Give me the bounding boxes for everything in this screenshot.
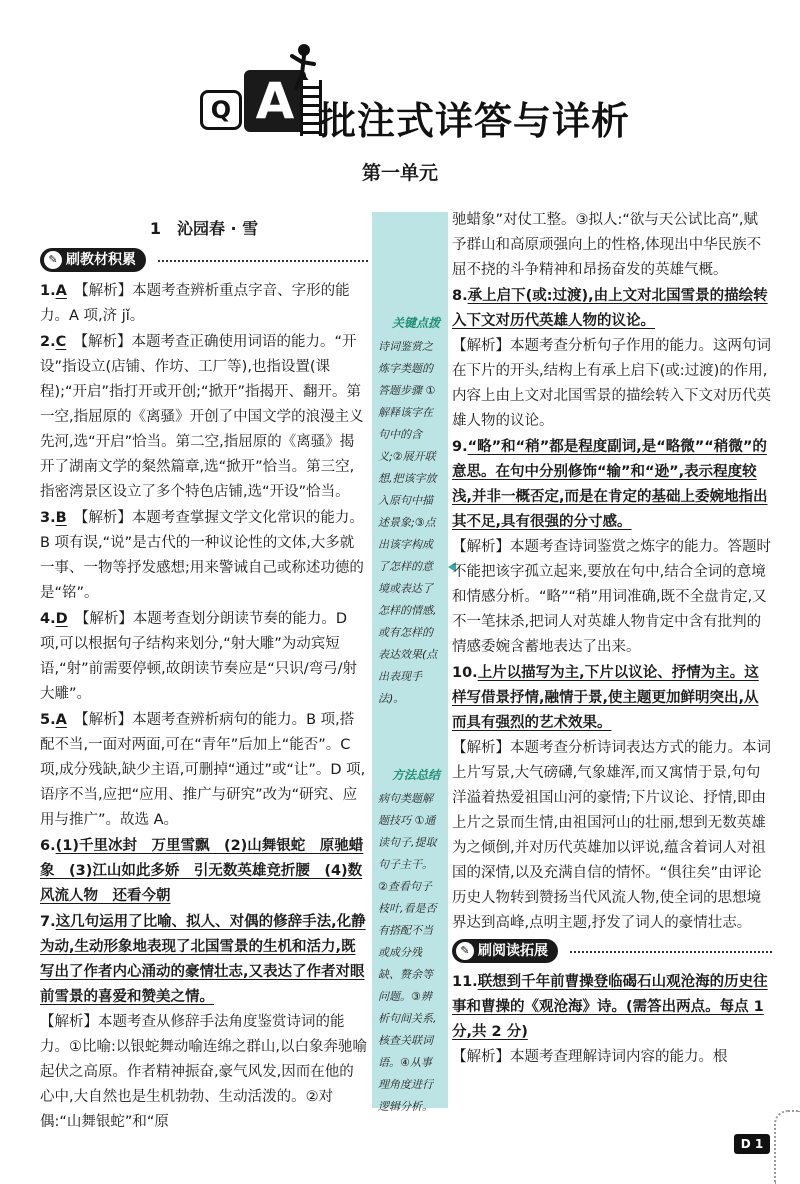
a-badge: A	[244, 70, 306, 132]
answer-item-4: 4.D 【解析】本题考查划分朗读节奏的能力。D 项,可以根据句子结构来划分,“射大雕”为动宾短语,“射”前需要停顿,故朗读节奏应是“只识/弯弓/射大雕”。	[40, 611, 358, 702]
page-title: 批注式详答与详析	[318, 99, 631, 143]
answer-item-3: 3.B 【解析】本题考查掌握文学文化常识的能力。B 项有误,“说”是古代的一种议论性的文体,大多就一事、一物等抒发感想;用来警诫自己或称述功德的是“铭”。	[40, 510, 364, 601]
answer-item-8: 8.承上启下(或:过渡),由上文对北国雪景的描绘转入下文对历代英雄人物的议论。 【解析】本题考查分析句子作用的能力。这两句词在下片的开头,结构上有承上启下(或:过渡)的作用,内容上由上文对北国雪景的描绘转入下文对历代英雄人物的议论。	[452, 288, 771, 429]
right-column	[452, 208, 772, 1071]
answer-item-1: 1.A 【解析】本题考查辨析重点字音、字形的能力。A 项,济 jǐ。	[40, 283, 350, 324]
answer-item-6: 6.(1)千里冰封 万里雪飘 (2)山舞银蛇 原驰蜡象 (3)江山如此多娇 引无数英雄竞折腰 (4)数风流人物 还看今朝	[40, 838, 364, 904]
sidebar-text-key: 诗词鉴赏之炼字类题的答题步骤 ①解释该字在句中的含义;②展开联想,把该字放入原句中描述景象;③点出该字构成了怎样的意境或表达了怎样的情感,或有怎样的表达效果(点出表现手法)。	[378, 340, 438, 705]
brush-icon: ✎	[456, 942, 474, 960]
answer-item-5: 5.A 【解析】本题考查辨析病句的能力。B 项,搭配不当,一面对两面,可在“青年”后加上“能否”。C 项,成分残缺,缺少主语,可删掉“通过”或“让”。D 项,语序不当,应把“应用、推广与研究”改为“研究、应用与推广”。故选 A。	[40, 712, 366, 828]
brush-icon: ✎	[44, 251, 62, 269]
annotation-sidebar	[372, 212, 448, 1113]
section-label: 刷阅读拓展	[478, 942, 548, 959]
left-column	[40, 216, 368, 1136]
unit-title: 第一单元	[361, 162, 438, 184]
answer-item-7-cont: 驰蜡象”对仗工整。③拟人:“欲与天公试比高”,赋予群山和高原顽强向上的性格,体现出中华民族不屈不挠的斗争精神和昂扬奋发的英雄气概。	[452, 212, 762, 278]
answer-item-2: 2.C 【解析】本题考查正确使用词语的能力。“开设”指设立(店铺、作坊、工厂等),也指设置(课程);“开启”指打开或开创;“掀开”指揭开、翻开。第一空,指屈原的《离骚》开创了中国文学的浪漫主义先河,选“开启”恰当。第二空,指屈原的《离骚》揭开了湖南文学的粲然篇章,选“掀开”恰当。第三空,指密湾景区设立了多个特色店铺,选“开设”恰当。	[40, 334, 364, 500]
dotted-divider	[158, 260, 368, 262]
dotted-divider	[570, 951, 772, 953]
page-header	[200, 40, 631, 150]
answer-item-7: 7.这几句运用了比喻、拟人、对偶的修辞手法,化静为动,生动形象地表现了北国雪景的生机和活力,既写出了作者内心涌动的豪情壮志,又表达了作者对眼前雪景的喜爱和赞美之情。 【解析】本题考查从修辞手法角度鉴赏诗词的能力。①比喻:以银蛇舞动喻连绵之群山,以白象奔驰喻起伏之高原。作者精神振奋,豪气风发,因而在他的心中,大自然也是生机勃勃、生动活泼的。②对偶:“山舞银蛇”和“原	[40, 914, 367, 1130]
sidebar-text-method: 病句类题解题技巧 ①通读句子,提取句子主干。②查看句子枝叶,看是否有搭配不当或成分残缺、赘余等问题。③辨析句间关系,核查关联词语。④从事理角度进行逻辑分析。	[378, 792, 437, 1113]
sidebar-heading-method: 方法总结	[392, 768, 441, 782]
section-label: 刷教材积累	[66, 251, 136, 268]
page-number: D 1	[734, 1134, 770, 1154]
sidebar-heading-key: 关键点拨	[392, 316, 441, 330]
section-header-reading	[452, 938, 772, 966]
lesson-title: 1 沁园春 · 雪	[149, 219, 259, 238]
q-badge: Q	[200, 90, 242, 130]
answer-item-11: 11.联想到千年前曹操登临碣石山观沧海的历史往事和曹操的《观沧海》诗。(需答出两点。每点 1 分,共 2 分) 【解析】本题考查理解诗词内容的能力。根	[452, 974, 768, 1065]
answer-item-10: 10.上片以描写为主,下片以议论、抒情为主。这样写借景抒情,融情于景,使主题更加鲜明突出,从而具有强烈的艺术效果。 【解析】本题考查分析诗词表达方式的能力。本词上片写景,大气磅礴,气象雄浑,而又寓情于景,句句洋溢着热爱祖国山河的豪情;下片议论、抒情,即由上片之景而生情,由祖国河山的壮丽,想到无数英雄为之倾倒,并对历代英雄加以评说,蕴含着词人对祖国的深情,以及充满自信的情怀。“俱往矣”由评论历史人物转到赞扬当代风流人物,使全词的思想境界达到高峰,点明主题,抒发了词人的豪情壮志。	[452, 665, 771, 931]
section-header-textbook	[40, 247, 368, 275]
corner-decoration	[774, 1110, 800, 1184]
answer-item-9: 9.“略”和“稍”都是程度副词,是“略微”“稍微”的意思。在句中分别修饰“输”和“逊”,表示程度较浅,并非一概否定,而是在肯定的基础上委婉地指出其不足,具有很强的分寸感。 【解析】本题考查诗词鉴赏之炼字的能力。答题时不能把该字孤立起来,要放在句中,结合全词的意境和情感分析。“略”“稍”用词准确,既不全盘肯定,又不一笔抹杀,把词人对英雄人物肯定中含有批判的情感委婉含蓄地表达了出来。	[452, 439, 771, 655]
